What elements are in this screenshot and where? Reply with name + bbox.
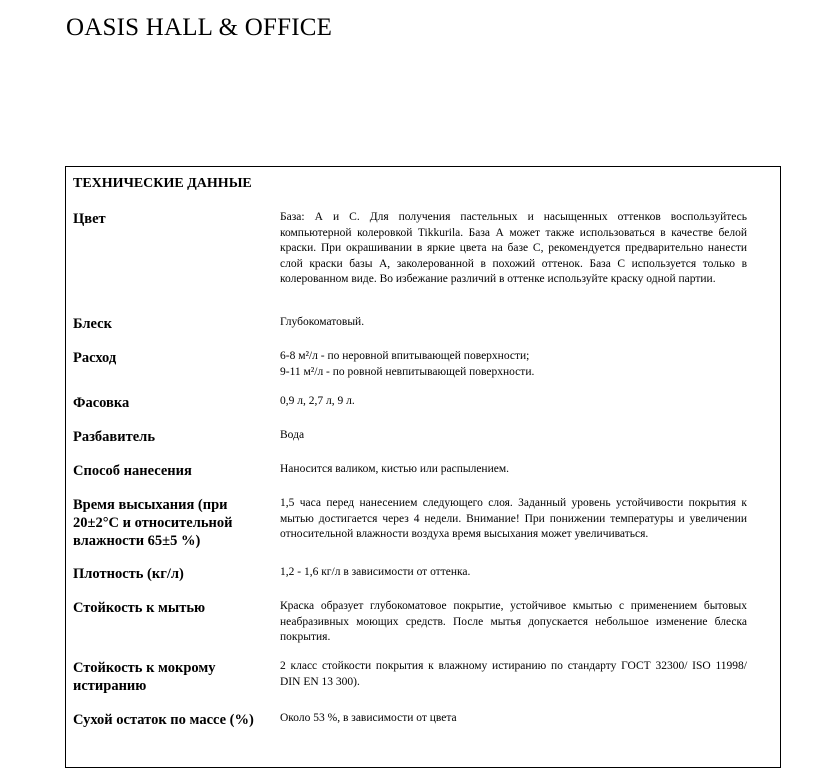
row-value: Краска образует глубокоматовое покрытие, устойчивое кмытью с применением бытовых неабразивных моющих средств. После мытья допускается небольшое изменение блеска покрытия. bbox=[280, 600, 747, 644]
row-value: Вода bbox=[280, 429, 305, 441]
row-value bbox=[280, 349, 747, 380]
row-label: Стойкость к мокрому истиранию bbox=[73, 660, 216, 694]
row-value: 0,9 л, 2,7 л, 9 л. bbox=[280, 395, 355, 407]
row-value: 1,5 часа перед нанесением следующего слоя. Заданный уровень устойчивости покрытия к мытью достигается через 4 недели. Внимание! При понижении температуры и увеличении относительной влажности воздуха время высыхания может увеличиваться. bbox=[280, 497, 747, 541]
row-value: База: А и С. Для получения пастельных и насыщенных оттенков воспользуйтесь компьютерной колеровкой Tikkurila. База А может также использоваться в качестве белой краски. При окрашивании в яркие цвета на базе С, рекомендуется предварительно нанести слой краски базы А, заколерованной в похожий оттенок. База С используется только в колерованном виде. Во избежание различий в оттенке используйте краску одной партии. bbox=[280, 211, 747, 286]
row-label: Фасовка bbox=[73, 395, 130, 411]
row-value: 2 класс стойкости покрытия к влажному истиранию по стандарту ГОСТ 32300/ ISO 11998/ DIN EN 13 300). bbox=[280, 660, 747, 688]
technical-data-table bbox=[65, 166, 781, 768]
row-label: Плотность (кг/л) bbox=[73, 566, 184, 582]
row-label: Время высыхания (при 20±2°С и относительной влажности 65±5 %) bbox=[73, 497, 233, 549]
row-label: Цвет bbox=[73, 211, 106, 227]
row-label: Сухой остаток по массе (%) bbox=[73, 712, 254, 728]
row-label: Разбавитель bbox=[73, 429, 155, 445]
row-value: 1,2 - 1,6 кг/л в зависимости от оттенка. bbox=[280, 566, 471, 578]
row-value-line: 6-8 м²/л - по неровной впитывающей поверхности; bbox=[280, 350, 530, 362]
row-value-line: 9-11 м²/л - по ровной невпитывающей поверхности. bbox=[280, 365, 535, 378]
section-title: ТЕХНИЧЕСКИЕ ДАННЫЕ bbox=[73, 176, 252, 191]
row-label: Блеск bbox=[73, 316, 112, 332]
row-value: Около 53 %, в зависимости от цвета bbox=[280, 712, 457, 724]
row-value: Глубокоматовый. bbox=[280, 316, 365, 328]
page-title: OASIS HALL & OFFICE bbox=[66, 14, 333, 41]
row-label: Стойкость к мытью bbox=[73, 600, 206, 616]
row-label: Способ нанесения bbox=[73, 463, 192, 479]
row-value: Наносится валиком, кистью или распылением. bbox=[280, 463, 509, 475]
row-label: Расход bbox=[73, 350, 117, 366]
